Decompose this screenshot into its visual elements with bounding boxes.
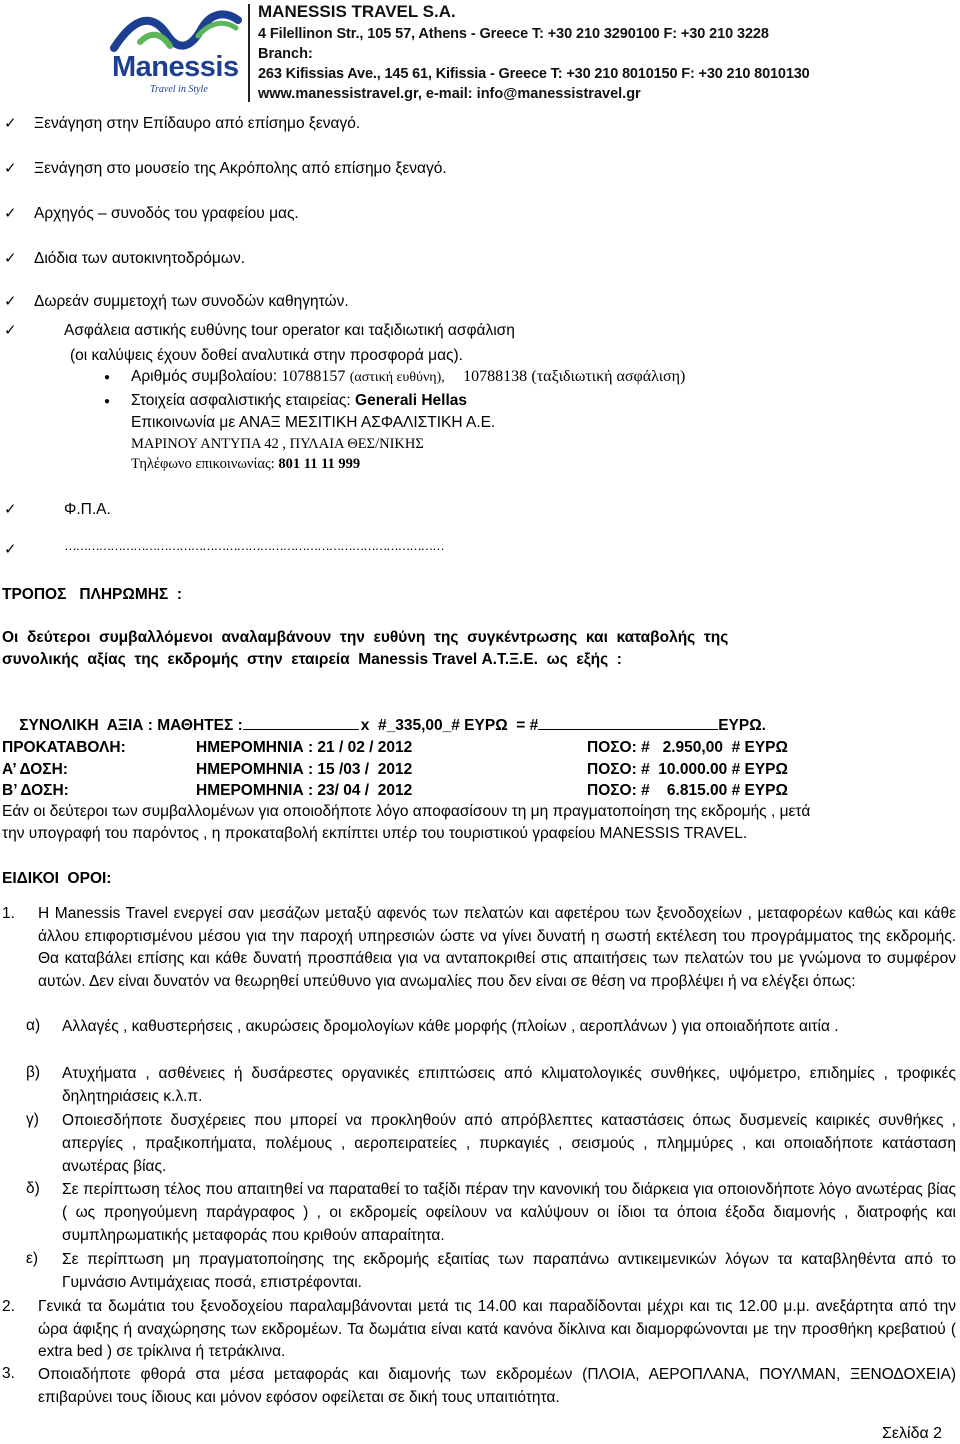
check-icon: ✓ — [4, 205, 17, 222]
payment-heading: ΤΡΟΠΟΣ ΠΛΗΡΩΜΗΣ : — [2, 586, 183, 603]
insurer-address: ΜΑΡΙΝΟΥ ΑΝΤΥΠΑ 42 , ΠΥΛΑΙΑ ΘΕΣ/ΝΙΚΗΣ — [131, 436, 424, 452]
list-item: Ξενάγηση στο μουσείο της Ακρόπολης από επίσημο ξεναγό. — [34, 160, 447, 177]
total-end: ΕΥΡΩ. — [718, 717, 766, 734]
installment-label: Β’ ΔΟΣΗ: — [2, 782, 69, 799]
installment-amount: ΠΟΣΟ: # 10.000.00 # ΕΥΡΩ — [587, 761, 788, 778]
logo — [106, 6, 246, 96]
cancellation-line-2: την υπογραφή του παρόντος , η προκαταβολή εκπίπτει υπέρ του τουριστικού γραφείου MANESSIS TRAVEL. — [2, 825, 748, 842]
payment-paragraph-line-1: Οι δεύτεροι συμβαλλόμενοι αναλαμβάνουν την ευθύνη της συγκέντρωσης και καταβολής της — [2, 629, 729, 646]
check-icon: ✓ — [4, 501, 17, 518]
cancellation-line-1: Εάν οι δεύτεροι των συμβαλλομένων για οποιοδήποτε λόγο αποφασίσουν τη μη πραγματοποίηση της εκδρομής , μετά — [2, 803, 811, 820]
subterm-b-text: Ατυχήματα , ασθένειες ή δυσάρεστες οργανικές επιπτώσεις από κλιματολογικές συνθήκες, υψόμετρο, επιδημίες , τροφικές δηλητηριάσεις κ.λ.π. — [62, 1065, 956, 1105]
check-icon: ✓ — [4, 160, 17, 177]
list-item: Ξενάγηση στην Επίδαυρο από επίσημο ξεναγό. — [34, 115, 361, 132]
payment-paragraph-line-2: συνολικής αξίας της εκδρομής στην εταιρεία Manessis Travel Α.Τ.Ξ.Ε. ως εξής : — [2, 651, 622, 668]
insurer-phone-label: Τηλέφωνο επικοινωνίας: — [131, 456, 275, 472]
address-branch: 263 Kifissias Ave., 145 61, Kifissia - Greece T: +30 210 8010150 F: +30 210 8010130 — [258, 66, 810, 82]
logo-brand: Manessis — [112, 51, 239, 83]
total-mid: x #_335,00_# ΕΥΡΩ = # — [360, 717, 539, 734]
bullet-icon: ● — [104, 372, 111, 383]
term-number: 3. — [2, 1365, 15, 1382]
address-main: 4 Filellinon Str., 105 57, Athens - Greece T: +30 210 3290100 F: +30 210 3228 — [258, 26, 769, 42]
bullet-icon: ● — [104, 396, 111, 407]
subterm-label: β) — [26, 1064, 41, 1081]
company-name: MANESSIS TRAVEL S.A. — [258, 2, 456, 21]
insurer-name: Generali Hellas — [355, 392, 468, 409]
subterm-e-text: Σε περίπτωση μη πραγματοποίησης της εκδρομής εξαιτίας των παραπάνω αντικειμενικών λόγων τα καταβληθέντα από το Γυμνάσιο Αντιμάχειας ποσά, επιστρέφονται. — [62, 1251, 956, 1291]
insurance-note: (οι καλύψεις έχουν δοθεί αναλυτικά στην προσφορά μας). — [70, 347, 463, 364]
term-number: 2. — [2, 1298, 15, 1315]
dotted-placeholder: ……………………………………………………………………………………… — [64, 538, 444, 553]
check-icon: ✓ — [4, 322, 17, 339]
term-2-text: Γενικά τα δωμάτια του ξενοδοχείου παραλαμβάνονται μετά τις 14.00 και παραδίδονται μέχρι και τις 12.00 μ.μ. ανεξάρτητα από την ώρα άφιξης ή αναχώρησης των εκδρομέων. Τα δωμάτια είναι κατά κανόνα δίκλινα και διαμορφώνονται με την προσθήκη κρεβατιού ( extra bed ) σε τρίκλινα ή τετράκλινα. — [38, 1298, 956, 1360]
subterm-label: γ) — [26, 1111, 39, 1128]
logo-mountain-icon — [106, 6, 246, 56]
insurer-phone: 801 11 11 999 — [278, 456, 361, 472]
insurer-label: Στοιχεία ασφαλιστικής εταιρείας: — [131, 392, 351, 409]
subterm-label: α) — [26, 1017, 41, 1034]
contract-type-1: (αστική ευθύνη), — [349, 370, 445, 385]
page-number: Σελίδα 2 — [882, 1425, 943, 1442]
branch-label: Branch: — [258, 46, 313, 62]
list-item: Αρχηγός – συνοδός του γραφείου μας. — [34, 205, 299, 222]
subterm-a-text: Αλλαγές , καθυστερήσεις , ακυρώσεις δρομολογίων κάθε μορφής (πλοίων , αεροπλάνων ) για οποιαδήποτε αιτία . — [62, 1018, 839, 1035]
list-item: Ασφάλεια αστικής ευθύνης tour operator και ταξιδιωτική ασφάλιση — [64, 322, 515, 339]
term-1-text: Η Manessis Travel ενεργεί σαν μεσάζων μεταξύ αφενός των πελατών και αφετέρου των ξενοδοχείων , μεταφορέων καθώς και κάθε άλλου επιφορτισμένου μέσου για την παροχή υπηρεσιών ώστε να γίνει δυνατή η σωστή εκτέλεση του προγράμματος της εκδρομής. Θα καταβάλει επίσης και κάθε δυνατή προσπάθεια για να ανταποκριθεί στις απαιτήσεις των πελατών του με γνώμονα το συμφέρον αυτών. Δεν είναι δυνατόν να θεωρηθεί υπεύθυνο για ανωμαλίες που δεν είναι σε θέση να προβλέψει ή να ελέγξει όπως: — [38, 905, 956, 990]
vat-item: Φ.Π.Α. — [64, 501, 111, 518]
subterm-c-text: Οποιεσδήποτε δυσχέρειες που μπορεί να προκληθούν από απρόβλεπτες καταστάσεις όπως δυσμενείς καιρικές συνθήκες , απεργίες , πραξικοπήματα, πολέμους , αεροπειρατείες , πυρκαγιές , σεισμούς , πλημμύρες , και οποιαδήποτε κατάσταση ανωτέρας βίας. — [62, 1112, 956, 1175]
installment-label: ΠΡΟΚΑΤΑΒΟΛΗ: — [2, 739, 126, 756]
installment-date: ΗΜΕΡΟΜΗΝΙΑ : 21 / 02 / 2012 — [196, 739, 413, 756]
term-number: 1. — [2, 905, 15, 922]
installment-amount: ΠΟΣΟ: # 2.950,00 # ΕΥΡΩ — [587, 739, 788, 756]
insurer-phone-line — [131, 454, 360, 474]
contract-label: Αριθμός συμβολαίου: — [131, 368, 278, 385]
contract-line — [131, 367, 685, 388]
installment-date: ΗΜΕΡΟΜΗΝΙΑ : 15 /03 / 2012 — [196, 761, 413, 778]
installment-amount: ΠΟΣΟ: # 6.815.00 # ΕΥΡΩ — [587, 782, 788, 799]
list-item: Διόδια των αυτοκινητοδρόμων. — [34, 250, 246, 267]
subterm-label: δ) — [26, 1180, 40, 1197]
total-label: ΣΥΝΟΛΙΚΗ ΑΞΙΑ : ΜΑΘΗΤΕΣ : — [19, 717, 243, 734]
total-amount-blank — [538, 714, 718, 730]
term-3-text: Οποιαδήποτε φθορά στα μέσα μεταφοράς και διαμονής των εκδρομέων (ΠΛΟΙΑ, ΑΕΡΟΠΛΑΝΑ, ΠΟΥΛΜΑΝ, ΞΕΝΟΔΟΧΕΙΑ) επιβαρύνει τους ίδιους και μόνον εφόσον οφείλεται σε δική τους υπαιτιότητα. — [38, 1366, 956, 1406]
web-email: www.manessistravel.gr, e-mail: info@manessistravel.gr — [258, 86, 641, 102]
check-icon: ✓ — [4, 293, 17, 310]
installment-date: ΗΜΕΡΟΜΗΝΙΑ : 23/ 04 / 2012 — [196, 782, 413, 799]
header-divider — [248, 4, 250, 102]
insurer-contact: Επικοινωνία με ΑΝΑΞ ΜΕΣΙΤΙΚΗ ΑΣΦΑΛΙΣΤΙΚΗ Α.Ε. — [131, 414, 496, 431]
logo-tagline: Travel in Style — [150, 84, 208, 95]
subterm-d-text: Σε περίπτωση τέλος που απαιτηθεί να παραταθεί το ταξίδι πέραν την κανονική του διάρκεια για οποιονδήποτε λόγο ανωτέρας βίας ( ως προηγούμενη παράγραφος ) , οι εκδρομείς οφείλουν να καλύψουν οι ίδιοι τα όποια έξοδα διαμονής , διατροφής και συμπληρωματικής μεταφοράς που κριθούν απαραίτητα. — [62, 1181, 956, 1244]
list-item: Δωρεάν συμμετοχή των συνοδών καθηγητών. — [34, 293, 349, 310]
contract-type-2: (ταξιδιωτική ασφάλιση) — [531, 368, 686, 385]
students-count-blank — [243, 714, 359, 730]
terms-heading: ΕΙΔΙΚΟΙ ΟΡΟΙ: — [2, 870, 112, 887]
contract-number-1: 10788157 — [281, 368, 346, 385]
check-icon: ✓ — [4, 541, 17, 558]
installment-label: Α’ ΔΟΣΗ: — [2, 761, 68, 778]
insurer-line — [131, 391, 467, 411]
check-icon: ✓ — [4, 115, 17, 132]
check-icon: ✓ — [4, 250, 17, 267]
contract-number-2: 10788138 — [463, 368, 528, 385]
subterm-label: ε) — [26, 1250, 39, 1267]
